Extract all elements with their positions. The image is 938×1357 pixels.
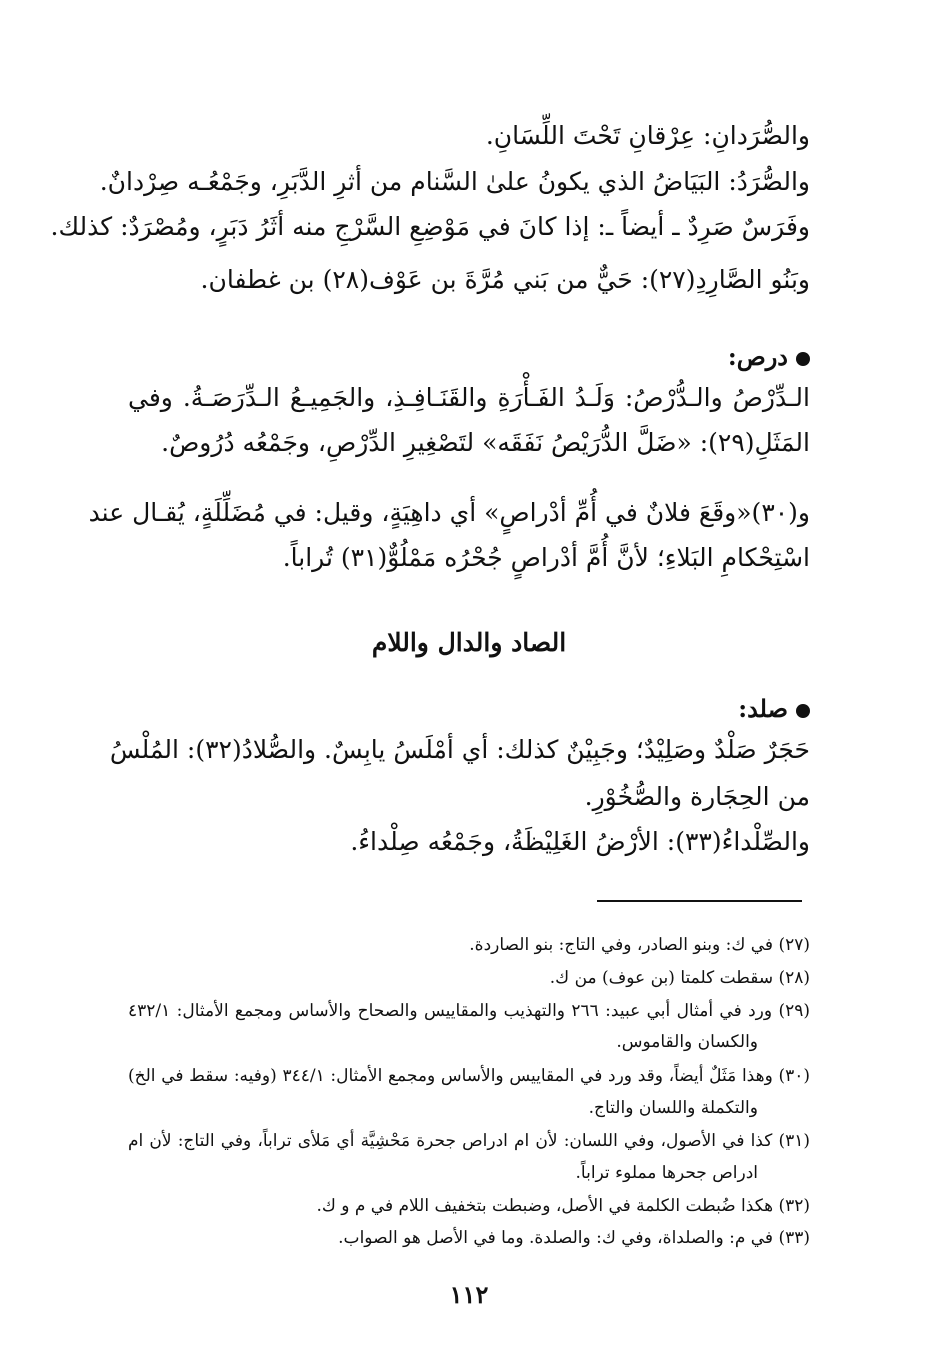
footnote-continuation: والكسان والقاموس. bbox=[616, 1032, 758, 1052]
text-line: وفَرَسٌ صَرِدٌ ـ أيضاً ـ: إذا كانَ في مَوْضِعِ السَّرْجِ منه أثَرُ دَبَرٍ، ومُصْرَدٌ: كذلك. bbox=[50, 212, 810, 241]
footnote: (٣٢) هكذا ضُبطت الكلمة في الأصل، وضبطت بتخفيف اللام في م و ك. bbox=[316, 1196, 810, 1216]
text-line: والصُّرَدُ: البَيَاضُ الذي يكونُ علىٰ السَّنام من أثرِ الدَّبَرِ، وجَمْعُـه صِرْدانٌ. bbox=[99, 167, 810, 196]
text-line: من الحِجَارة والصُّخُوْرِ. bbox=[584, 782, 810, 811]
entry-heading-label: صلد: bbox=[738, 694, 788, 723]
text-line: حَجَرٌ صَلْدٌ وصَلِيْدٌ؛ وجَبِيْنٌ كذلك: أي أمْلَسُ يابِسٌ. والصُّلادُ(٣٢): المُلْسُ bbox=[109, 735, 810, 764]
chapter-heading: الصاد والدال واللام bbox=[371, 628, 567, 657]
text-line: والصِّلْداءُ(٣٣): الأرْضُ الغَلِيْظَةُ، وجَمْعُه صِلْداءُ. bbox=[350, 827, 810, 856]
text-line: وبَنُو الصَّارِدِ(٢٧): حَيٌّ من بَني مُرَّةَ بن عَوْف(٢٨) بن غطفان. bbox=[200, 265, 810, 294]
entry-heading-label: درص: bbox=[727, 342, 788, 371]
entry-heading-sald bbox=[738, 694, 810, 723]
footnote-divider bbox=[597, 900, 802, 902]
text-line: الـدِّرْصُ والـدُّرْصُ: وَلَـدُ الفَـأْرَةِ والقَنَـافِـذِ، والجَمِيـعُ الـدِّرَصَـةُ. وفي bbox=[128, 383, 810, 412]
text-line: والصُّرَدانِ: عِرْقانِ تَحْتَ اللِّسَانِ. bbox=[485, 121, 810, 150]
footnote: (٣١) كذا في الأصول، وفي اللسان: لأن ام ادراص جحرة مَحْشِيَّة أي مَلأى تراباً، وفي التاج: لأن ام bbox=[128, 1131, 810, 1151]
footnote: (٣٣) في م: والصلداة، وفي ك: والصلدة. وما في الأصل هو الصواب. bbox=[338, 1228, 810, 1248]
page-number: ١١٢ bbox=[449, 1280, 489, 1309]
footnote: (٢٧) في ك: وبنو الصادر، وفي التاج: بنو الصاردة. bbox=[469, 935, 810, 955]
entry-heading-dars bbox=[728, 342, 810, 371]
footnote-continuation: ادراص جحرها مملوء تراباً. bbox=[575, 1163, 758, 1183]
text-line: اسْتِحْكامِ البَلاءِ؛ لأنَّ أُمَّ أدْراصٍ جُحْرُه مَمْلُوٌّ(٣١) تُراباً. bbox=[282, 543, 810, 572]
footnote-continuation: والتكملة واللسان والتاج. bbox=[588, 1098, 758, 1118]
bullet-icon bbox=[796, 352, 810, 366]
footnote: (٣٠) وهذا مَثَلٌ أيضاً، وقد ورد في المقاييس والأساس ومجمع الأمثال: ٣٤٤/١ (وفيه: سقط في الخ) bbox=[128, 1066, 811, 1086]
footnote: (٢٨) سقطت كلمتا (بن عوف) من ك. bbox=[549, 968, 810, 988]
text-line: و(٣٠)«وقَعَ فلانٌ في أُمِّ أدْراصٍ» أي داهِيَةٍ، وقيل: في مُضَلِّلَةٍ، يُقـال عند bbox=[88, 498, 810, 527]
bullet-icon bbox=[796, 704, 810, 718]
footnote: (٢٩) ورد في أمثال أبي عبيد: ٢٦٦ والتهذيب والمقاييس والصحاح والأساس ومجمع الأمثال: ٤٣٢/١ bbox=[128, 1001, 810, 1021]
text-line: المَثَلِ(٢٩): «ضَلَّ الدُّرَيْصُ نَفَقَه» لتَصْغِيرِ الدِّرْصِ، وجَمْعُه دُرُوصٌ. bbox=[161, 428, 810, 457]
